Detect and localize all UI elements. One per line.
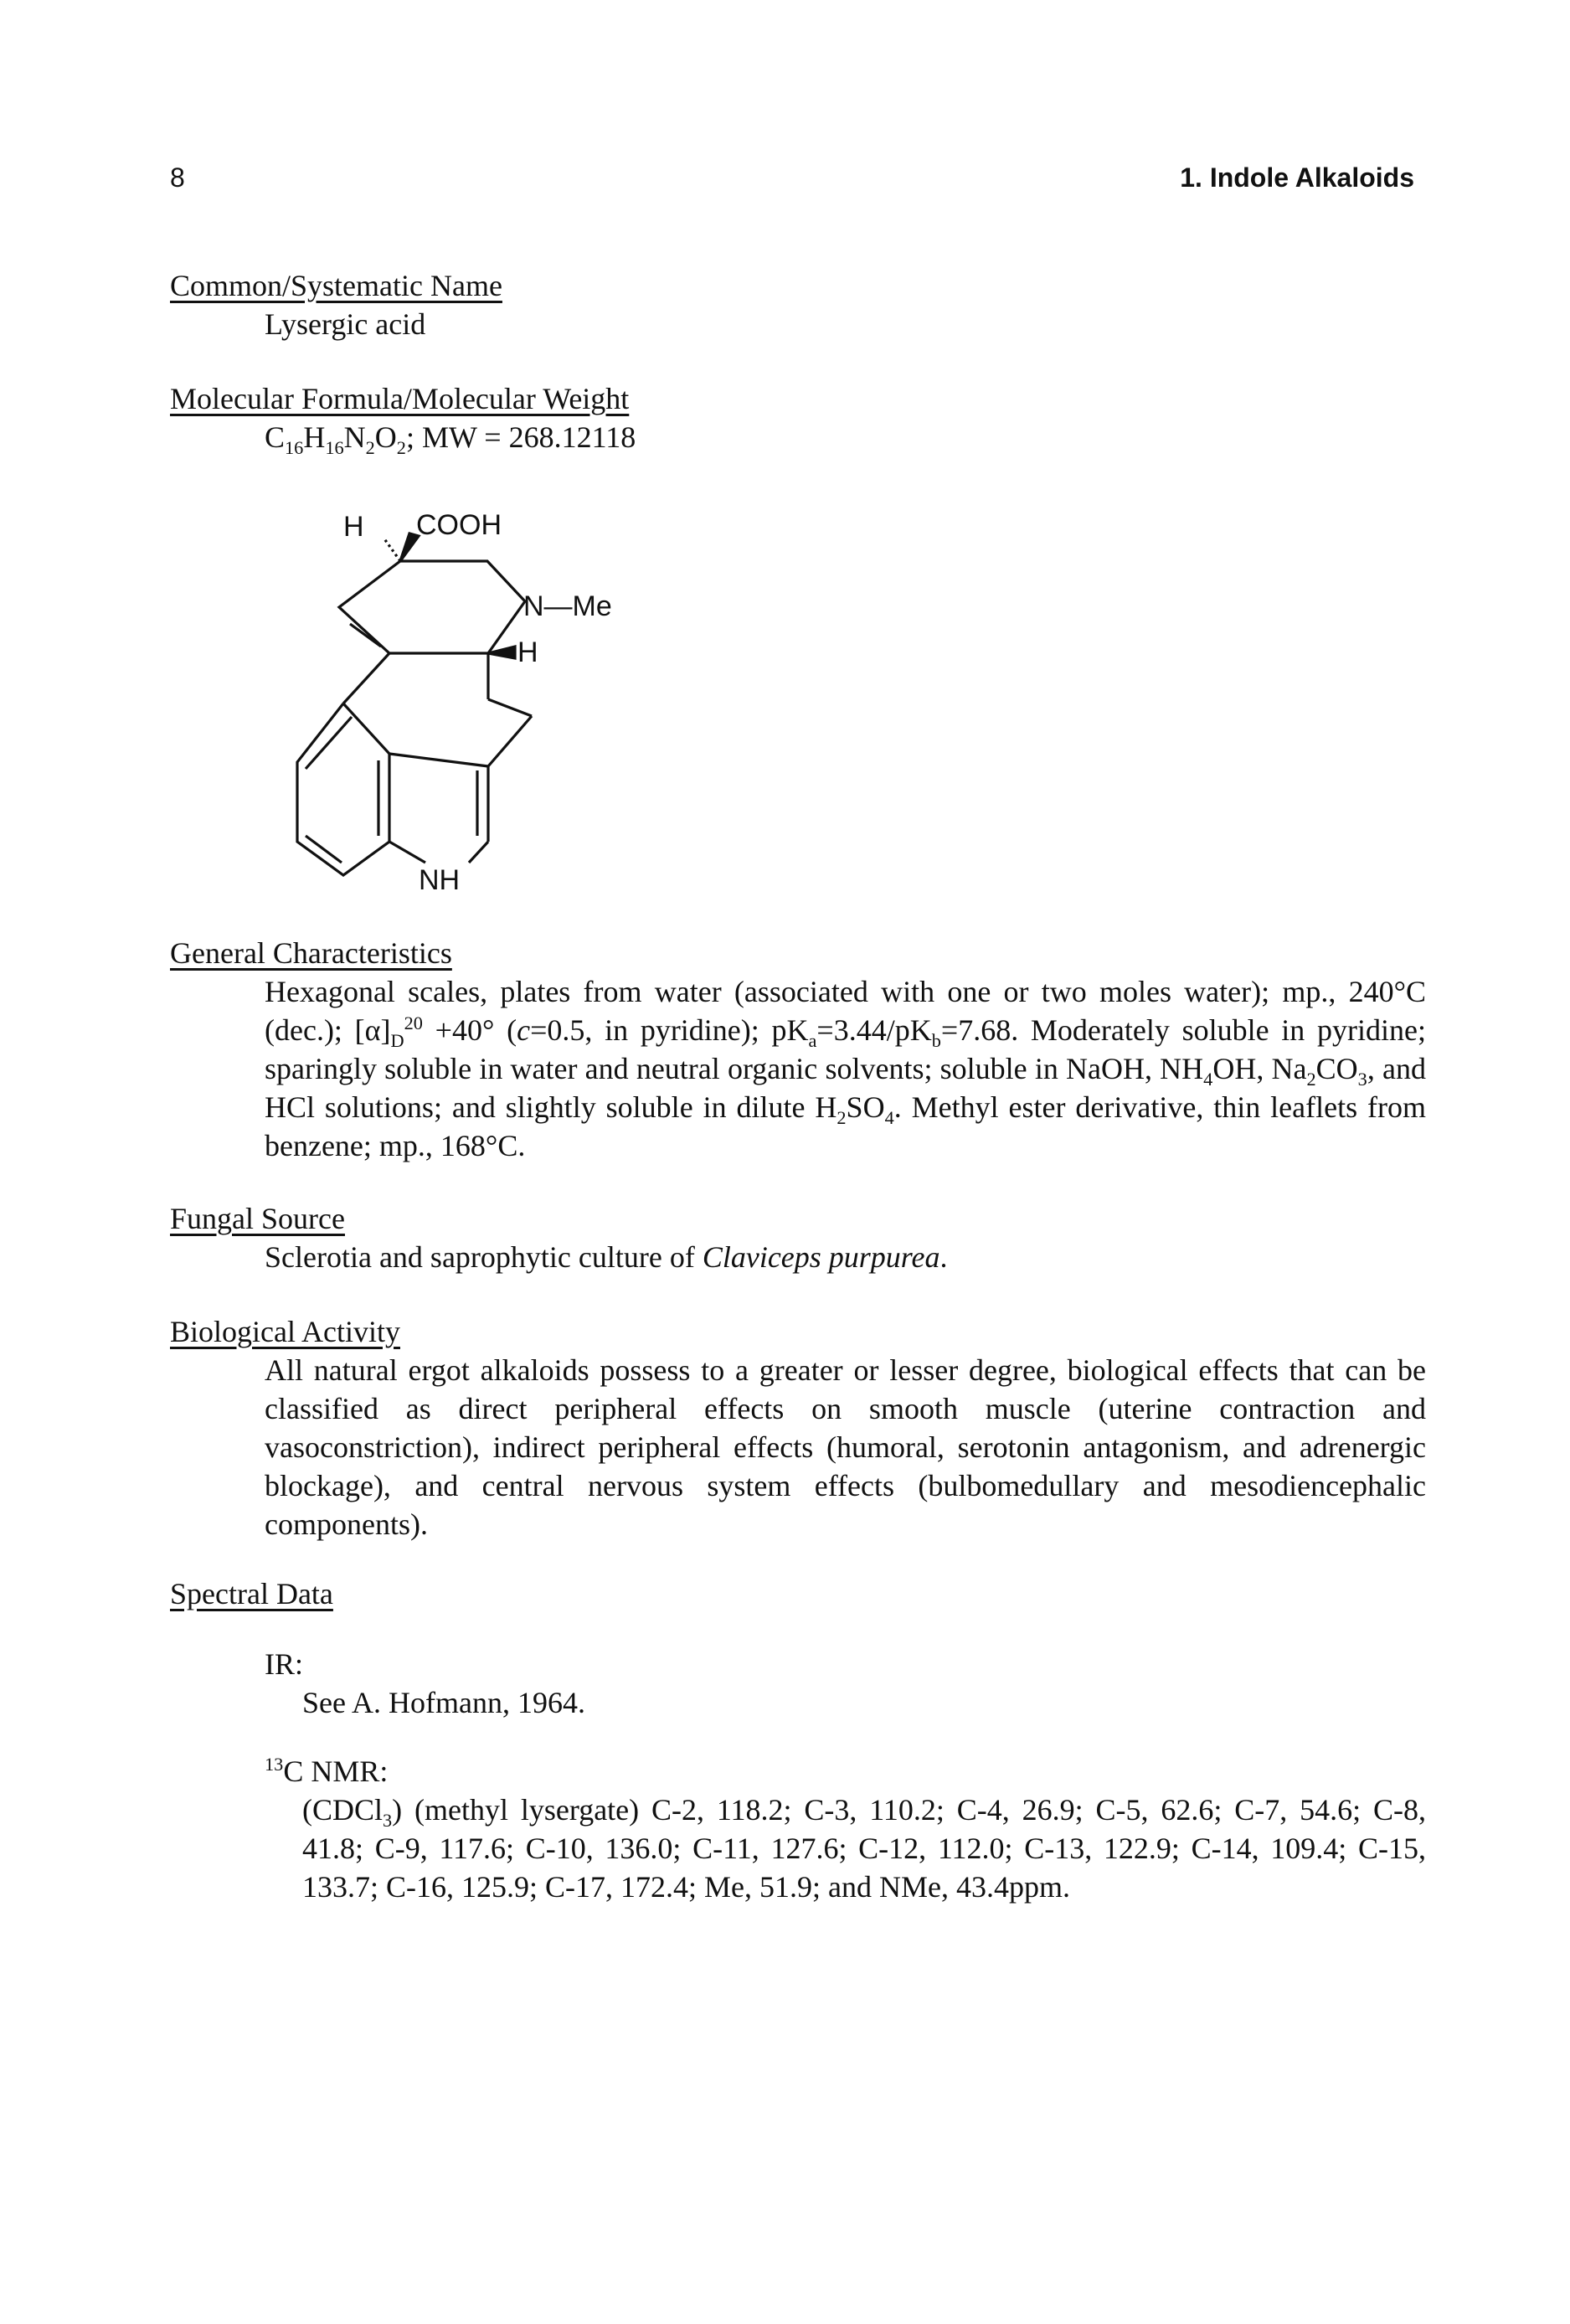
bond-ring-b-down (488, 716, 532, 766)
double-bond-inner (350, 624, 381, 647)
biological-section (170, 1312, 1426, 1543)
ir-text: See A. Hofmann, 1964. (302, 1686, 585, 1719)
name-section (170, 266, 1426, 343)
label-h-right: H (517, 636, 538, 668)
species-name: Claviceps purpurea (702, 1240, 940, 1274)
double-bond-benzene-3 (306, 836, 342, 863)
fungal-section (170, 1199, 1426, 1276)
hash-bond-h (383, 538, 400, 561)
bond-pyrrole-1 (389, 754, 488, 766)
bond-pyrrole-3 (389, 842, 425, 863)
bond-ring-b-left (343, 653, 389, 703)
label-h-top: H (343, 511, 364, 543)
fungal-text: Sclerotia and saprophytic culture of Claviceps purpurea. (265, 1240, 948, 1274)
bond-ring-top (339, 561, 525, 653)
compound-name: Lysergic acid (265, 307, 426, 341)
nmr-label: $^{13}$C NMR: (265, 1754, 389, 1788)
fungal-section-title: Fungal Source (170, 1202, 345, 1235)
spectral-section (170, 1574, 1426, 1906)
lysergic-acid-structure-diagram (285, 498, 653, 896)
label-nh: NH (419, 864, 461, 896)
bond-pyrrole-4 (469, 842, 488, 863)
running-head: 1. Indole Alkaloids (1180, 162, 1414, 193)
label-n-me: N—Me (523, 590, 612, 622)
general-section-title: General Characteristics (170, 936, 452, 970)
general-section (170, 934, 1426, 1165)
ir-label: IR: (265, 1647, 304, 1681)
biological-text: All natural ergot alkaloids possess to a greater or lesser degree, biological effects that can be classified as direct peripheral effects on smooth muscle (uterine contraction and vasoconstriction), indirect peripheral effects (humoral, serotonin antagonism, and adrenergic blockage), and central nervous system effects (bulbomedullary and mesodiencephalic components). (265, 1353, 1426, 1541)
molecular-weight: ; MW = 268.12118 (405, 420, 636, 454)
bond-benzene (297, 703, 389, 875)
nmr-text: (CDCl$_3$) (methyl lysergate) C-2, 118.2; C-3, 110.2; C-4, 26.9; C-5, 62.6; C-7, 54.6; C-8, 41.8; C-9, 117.6; C-10, 136.0; C-11, 127.6; C-12, 112.0; C-13, 122.9; C-14, 109.4; C-15, 133.7; C-16, 125.9; C-17, 172.4; Me, 51.9; and NMe, 43.4ppm. (302, 1793, 1426, 1904)
biological-section-title: Biological Activity (170, 1315, 400, 1348)
molecular-formula: $C_{16}H_{16}N_2O_2$; MW = 268.12118 (265, 420, 636, 459)
name-section-title: Common/Systematic Name (170, 269, 502, 302)
general-text: Hexagonal scales, plates from water (associated with one or two moles water); mp., 240°C (dec.); $[\alpha]_D^{20} +40^\circ$ (c=0.5, in pyridine); $pK_a=3.44/pK_b=7.68$. Moderately soluble in pyridine; sparingly soluble in water and neutral organic solvents; soluble in NaOH, $NH_4OH$, $Na_2CO_3$, and HCl solutions; and slightly soluble in dilute $H_2SO_4$. Methyl ester derivative, thin leaflets from benzene; mp., 168°C. (265, 975, 1426, 1162)
spectral-section-title: Spectral Data (170, 1577, 333, 1610)
bond-ring-b-right2 (488, 699, 532, 716)
formula-section (170, 379, 1426, 459)
page-number: 8 (170, 162, 185, 193)
formula-section-title: Molecular Formula/Molecular Weight (170, 382, 630, 415)
label-cooh: COOH (416, 509, 502, 541)
